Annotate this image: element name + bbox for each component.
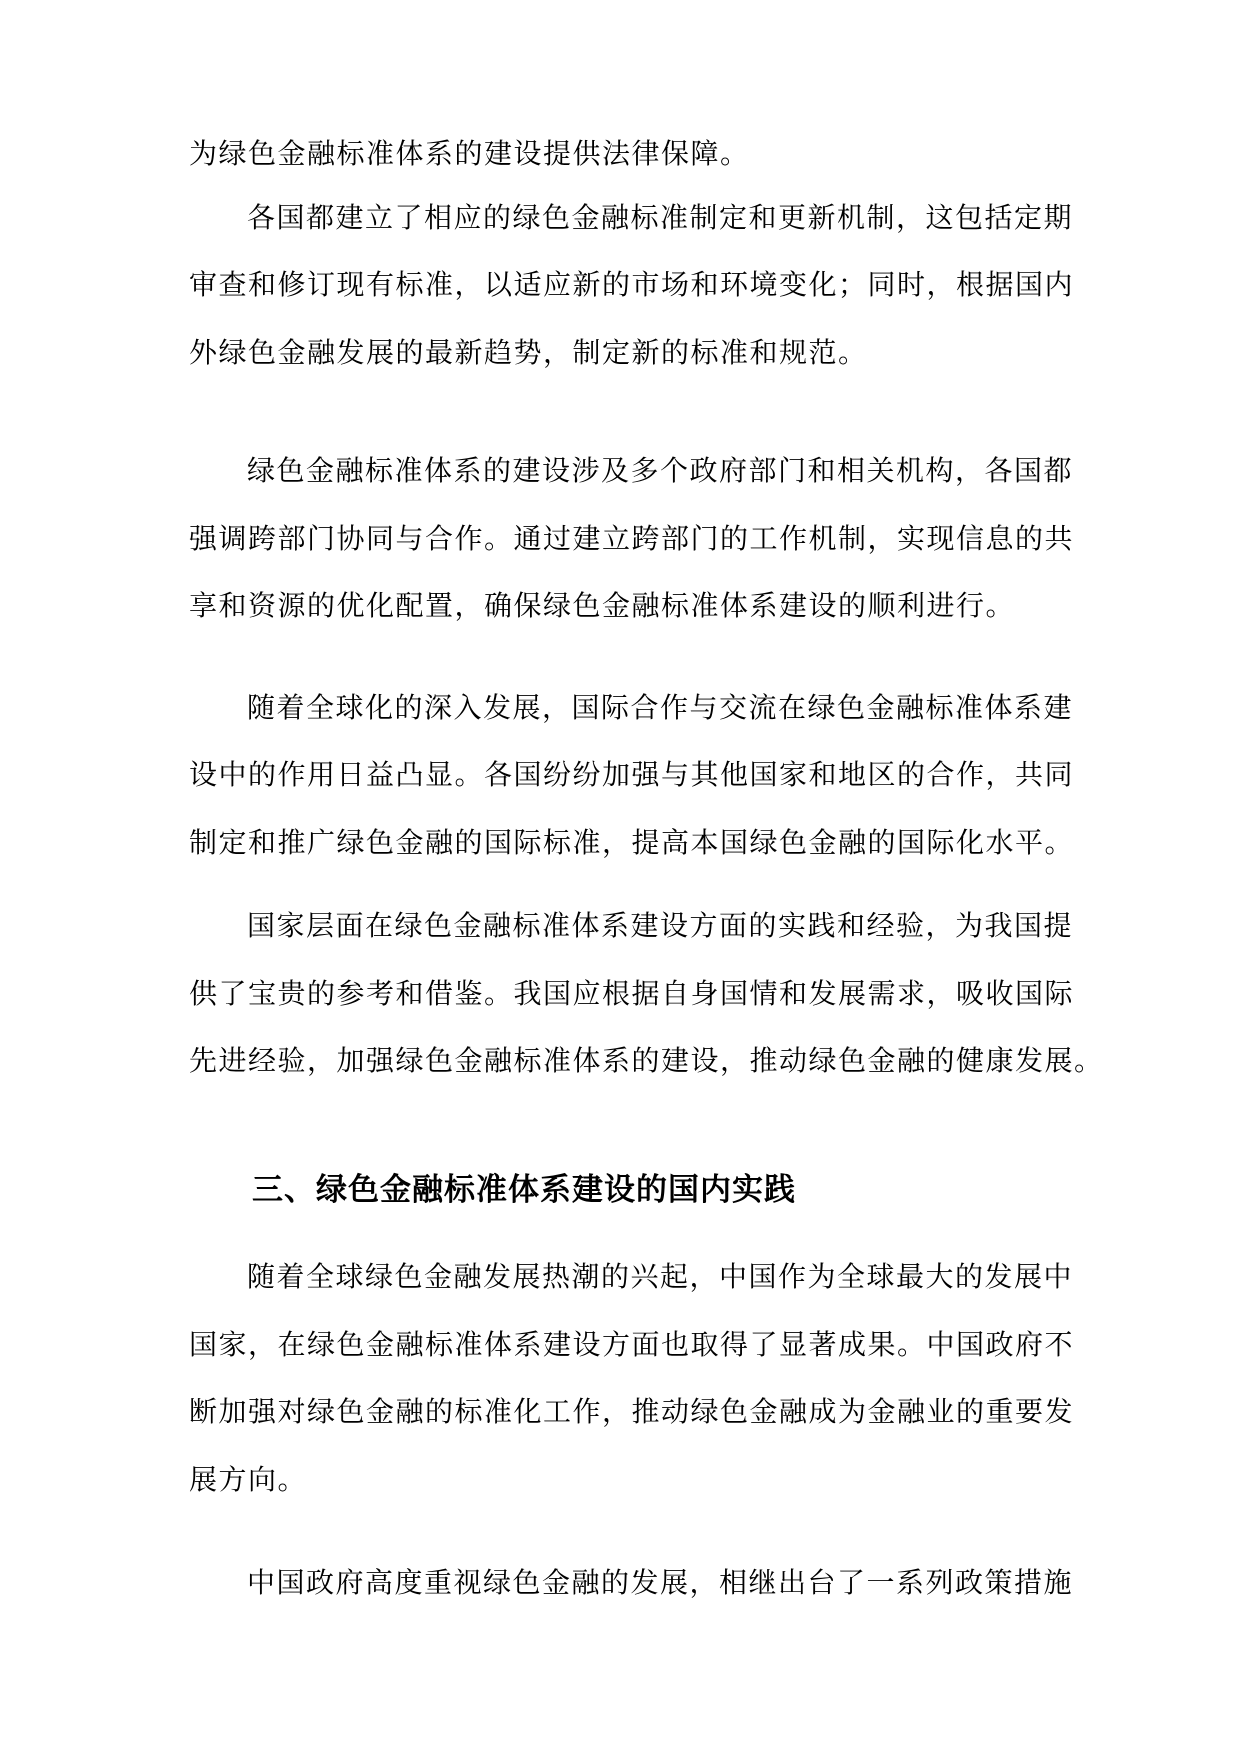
paragraph-4-line-1: 随着全球化的深入发展，国际合作与交流在绿色金融标准体系建 — [247, 691, 1074, 724]
paragraph-continuation-line: 为绿色金融标准体系的建设提供法律保障。 — [189, 137, 750, 170]
paragraph-3-line-3: 享和资源的优化配置，确保绿色金融标准体系建设的顺利进行。 — [189, 589, 1016, 622]
paragraph-5-line-1: 国家层面在绿色金融标准体系建设方面的实践和经验，为我国提 — [247, 909, 1074, 942]
paragraph-6-line-4: 展方向。 — [189, 1463, 308, 1496]
paragraph-2-line-2: 审查和修订现有标准，以适应新的市场和环境变化；同时，根据国内 — [189, 268, 1075, 301]
paragraph-7-line-1: 中国政府高度重视绿色金融的发展，相继出台了一系列政策措施 — [247, 1566, 1074, 1599]
paragraph-5-line-3: 先进经验，加强绿色金融标准体系的建设，推动绿色金融的健康发展。 — [189, 1044, 1104, 1077]
paragraph-3-line-2: 强调跨部门协同与合作。通过建立跨部门的工作机制，实现信息的共 — [189, 522, 1075, 555]
paragraph-4-line-2: 设中的作用日益凸显。各国纷纷加强与其他国家和地区的合作，共同 — [189, 758, 1075, 791]
paragraph-3-line-1: 绿色金融标准体系的建设涉及多个政府部门和相关机构，各国都 — [247, 454, 1074, 487]
paragraph-2-line-1: 各国都建立了相应的绿色金融标准制定和更新机制，这包括定期 — [247, 201, 1074, 234]
paragraph-6-line-1: 随着全球绿色金融发展热潮的兴起，中国作为全球最大的发展中 — [247, 1260, 1074, 1293]
section-heading: 三、绿色金融标准体系建设的国内实践 — [252, 1172, 796, 1208]
paragraph-6-line-2: 国家，在绿色金融标准体系建设方面也取得了显著成果。中国政府不 — [189, 1328, 1075, 1361]
paragraph-4-line-3: 制定和推广绿色金融的国际标准，提高本国绿色金融的国际化水平。 — [189, 826, 1075, 859]
paragraph-6-line-3: 断加强对绿色金融的标准化工作，推动绿色金融成为金融业的重要发 — [189, 1395, 1075, 1428]
paragraph-5-line-2: 供了宝贵的参考和借鉴。我国应根据自身国情和发展需求，吸收国际 — [189, 977, 1075, 1010]
paragraph-2-line-3: 外绿色金融发展的最新趋势，制定新的标准和规范。 — [189, 336, 868, 369]
